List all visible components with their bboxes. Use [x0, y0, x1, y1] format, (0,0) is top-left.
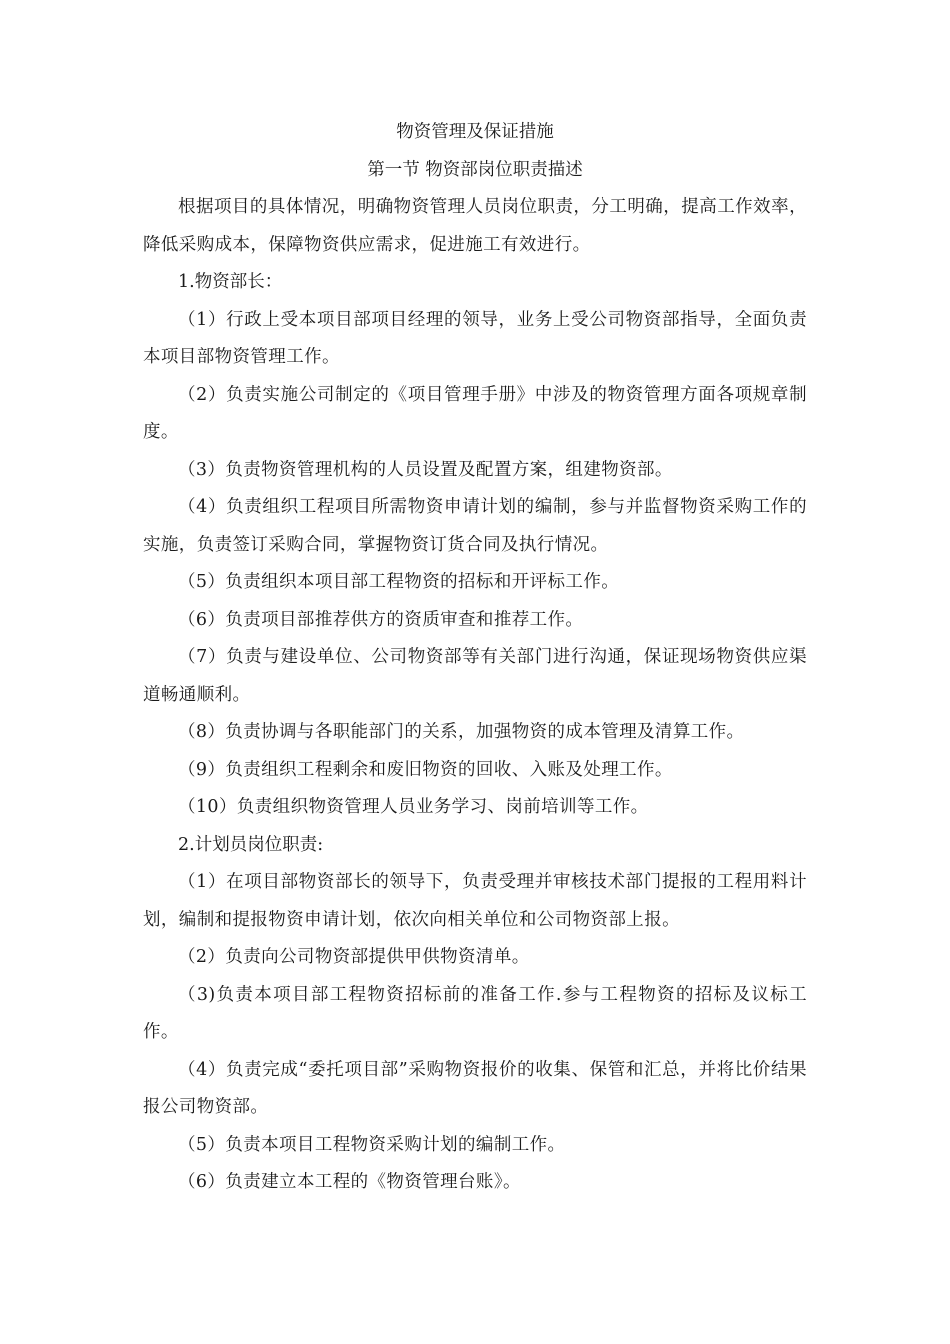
- duty-item: （6）负责建立本工程的《物资管理台账》。: [178, 1172, 521, 1192]
- duty-item: （9）负责组织工程剩余和废旧物资的回收、入账及处理工作。: [178, 759, 673, 780]
- duty-item: （8）负责协调与各职能部门的关系，加强物资的成本管理及清算工作。: [178, 722, 745, 742]
- duty-item: （1）行政上受本项目部项目经理的领导，业务上受公司物资部指导，全面负责本项目部物资管理工作。: [143, 309, 807, 367]
- duty-item: （3)负责本项目部工程物资招标前的准备工作.参与工程物资的招标及议标工作。: [143, 984, 807, 1042]
- duty-item: （7）负责与建设单位、公司物资部等有关部门进行沟通，保证现场物资供应渠道畅通顺利。: [143, 647, 807, 705]
- document-title: 物资管理及保证措施: [396, 122, 554, 142]
- duty-item: （5）负责组织本项目部工程物资的招标和开评标工作。: [178, 572, 620, 592]
- duty-item: （6）负责项目部推荐供方的资质审查和推荐工作。: [178, 609, 584, 630]
- section-title: 第一节 物资部岗位职责描述: [367, 160, 583, 180]
- duty-item: （4）负责组织工程项目所需物资申请计划的编制，参与并监督物资采购工作的实施，负责签订采购合同，掌握物资订货合同及执行情况。: [143, 497, 807, 555]
- duty-item: （1）在项目部物资部长的领导下，负责受理并审核技术部门提报的工程用料计划，编制和提报物资申请计划，依次向相关单位和公司物资部上报。: [143, 872, 807, 930]
- duty-item: （2）负责实施公司制定的《项目管理手册》中涉及的物资管理方面各项规章制度。: [143, 384, 807, 442]
- duty-item: （2）负责向公司物资部提供甲供物资清单。: [178, 947, 530, 967]
- document-body: [143, 114, 807, 1202]
- duty-item: （10）负责组织物资管理人员业务学习、岗前培训等工作。: [178, 797, 649, 817]
- duty-item: （4）负责完成“委托项目部”采购物资报价的收集、保管和汇总，并将比价结果报公司物资部。: [143, 1059, 807, 1117]
- intro-paragraph: 根据项目的具体情况，明确物资管理人员岗位职责，分工明确，提高工作效率，降低采购成本，保障物资供应需求，促进施工有效进行。: [143, 197, 807, 255]
- section-heading-planner: 2.计划员岗位职责:: [178, 834, 324, 855]
- section-heading-materials-manager: 1.物资部长：: [178, 272, 283, 292]
- duty-item: （5）负责本项目工程物资采购计划的编制工作。: [178, 1134, 566, 1155]
- duty-item: （3）负责物资管理机构的人员设置及配置方案，组建物资部。: [178, 459, 673, 480]
